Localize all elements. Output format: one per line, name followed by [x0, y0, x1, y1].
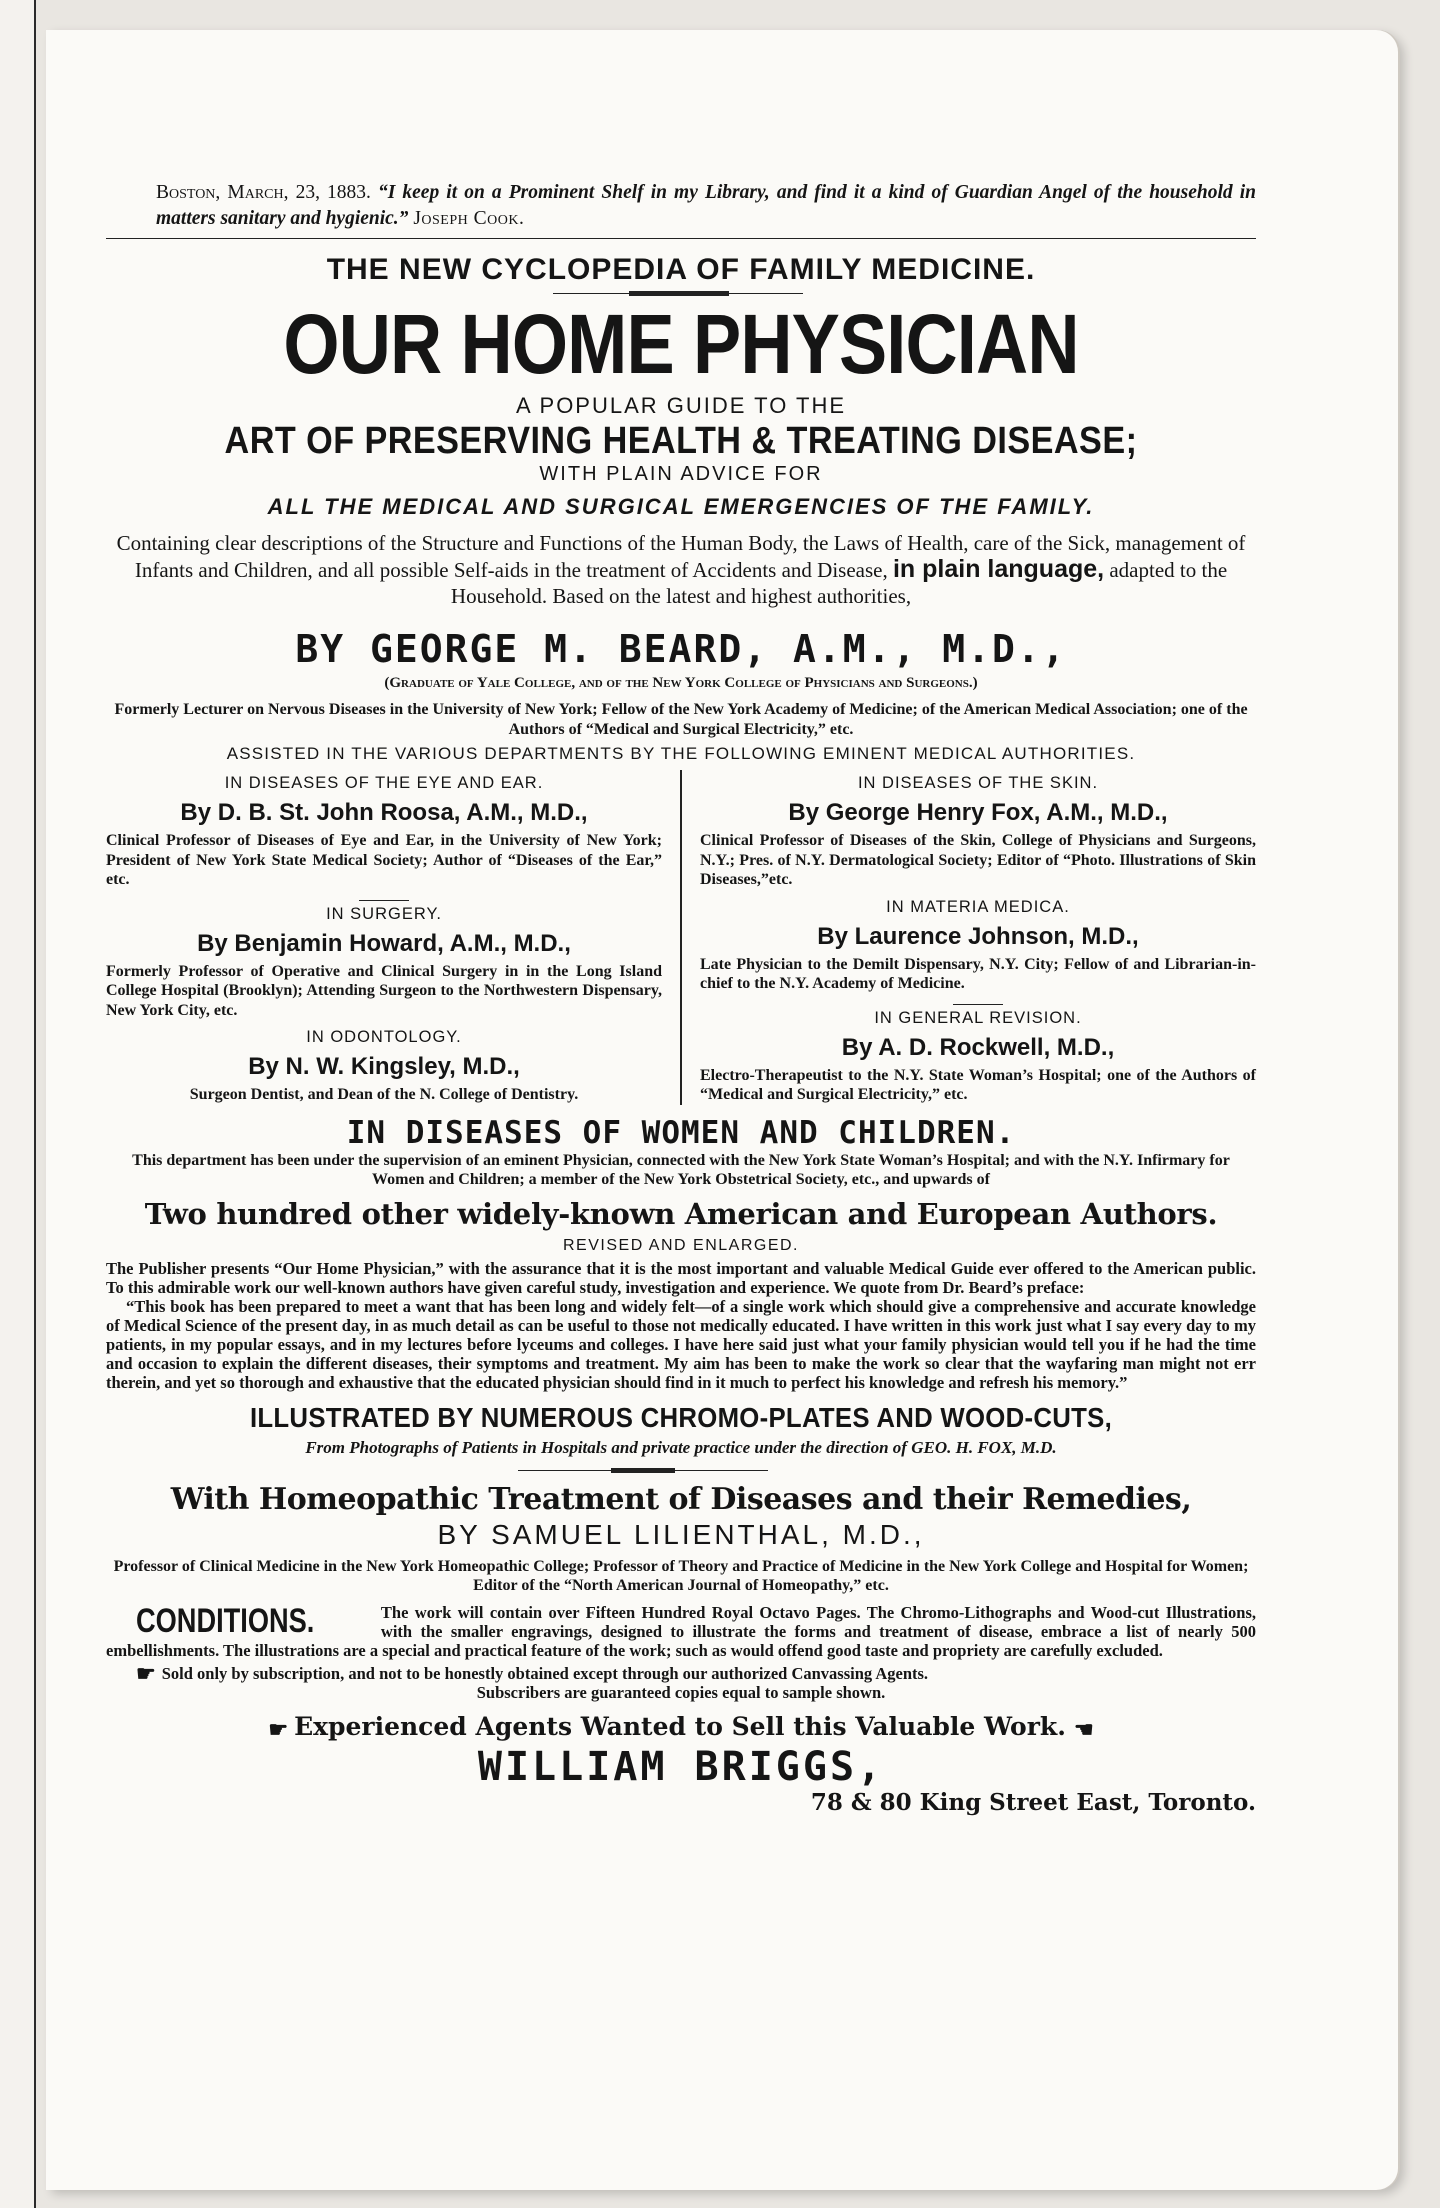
homeopathic-divider — [106, 1464, 1256, 1478]
doctor-fox-desc: Clinical Professor of Diseases of the Skin, College of Physicians and Surgeons, N.Y.; Pres. of N.Y. Dermatological Society; Editor of “Photo. Illustrations of Skin Diseases,”etc. — [700, 832, 1256, 888]
dept-eye-ear: IN DISEASES OF THE EYE AND EAR. — [224, 774, 544, 792]
dept-odontology: IN ODONTOLOGY. — [306, 1028, 462, 1046]
subscribers-line: Subscribers are guaranteed copies equal to sample shown. — [476, 1682, 886, 1702]
advertisement-page — [46, 30, 1398, 2190]
header-rule — [106, 238, 1256, 239]
conditions-block — [106, 1603, 1256, 1660]
doctor-johnson-desc: Late Physician to the Demilt Dispensary, N.Y. City; Fellow of and Librarian-in-chief to the N.Y. Academy of Medicine. — [700, 955, 1256, 992]
conditions-text: The work will contain over Fifteen Hundred Royal Octavo Pages. The Chromo-Lithographs and Wood-cut Illustrations, with the smaller engravings, designed to illustrate the forms and treatment of disease, embrace a list of nearly 500 embellishments. The illustrations are a special and practical feature of the work; such as would offend good taste and propriety are carefully excluded. — [106, 1602, 1256, 1660]
sold-only-text: Sold only by subscription, and not to be honestly obtained except through our authorized Canvassing Agents. — [161, 1663, 929, 1683]
publisher-name: WILLIAM BRIGGS, — [477, 1743, 885, 1790]
popular-guide: A POPULAR GUIDE TO THE — [515, 393, 847, 418]
containing-plain-language: in plain language, — [892, 555, 1105, 583]
containing-paragraph — [106, 530, 1256, 609]
epigraph — [156, 180, 1256, 232]
right-column — [682, 770, 1256, 1105]
plain-advice: WITH PLAIN ADVICE FOR — [539, 463, 823, 485]
doctor-roosa: By D. B. St. John Roosa, A.M., M.D., — [180, 799, 588, 826]
two-hundred-authors: Two hundred other widely-known American and European Authors. — [144, 1196, 1218, 1231]
doctor-rockwell-desc: Electro-Therapeutist to the N.Y. State Woman’s Hospital; one of the Authors of “Medical and Surgical Electricity,” etc. — [700, 1066, 1256, 1103]
emergencies-line: ALL THE MEDICAL AND SURGICAL EMERGENCIES OF THE FAMILY. — [267, 494, 1095, 519]
epigraph-dateline: Boston, March, 23, 1883. — [156, 182, 371, 203]
containing-part2: adapted to the Household. Based on the latest and highest authorities, — [450, 558, 1228, 608]
page-content — [106, 180, 1256, 1816]
doctor-kingsley: By N. W. Kingsley, M.D., — [248, 1053, 520, 1080]
doctor-fox: By George Henry Fox, A.M., M.D., — [788, 799, 1168, 826]
cyclopedia-title: THE NEW CYCLOPEDIA OF FAMILY MEDICINE. — [326, 253, 1036, 286]
illustrated-heading: ILLUSTRATED BY NUMEROUS CHROMO-PLATES AND WOOD-CUTS, — [249, 1401, 1113, 1433]
samuel-desc: Professor of Clinical Medicine in the New York Homeopathic College; Professor of Theory and Practice of Medicine in the New York College and Hospital for Women; Editor of the “North American Journal of Homeopathy,” etc. — [113, 1557, 1249, 1594]
epigraph-quote: “I keep it on a Prominent Shelf in my Library, and find it a kind of Guardian Angel of the household in matters sanitary and hygienic.” — [156, 182, 1256, 229]
doctor-rockwell: By A. D. Rockwell, M.D., — [841, 1033, 1115, 1061]
dept-surgery: IN SURGERY. — [326, 904, 442, 923]
authorities-columns — [106, 770, 1256, 1105]
pointing-hand-icon: ☛ — [136, 1660, 156, 1686]
pointing-hand-icon: ☛ — [268, 1716, 289, 1743]
section-rule — [359, 900, 409, 901]
containing-part1: Containing clear descriptions of the Structure and Functions of the Human Body, the Laws of Health, care of the Sick, management of Infants and Children, and all possible Self-aids in the treatment of Accidents and Disease, — [116, 531, 1246, 582]
agents-wanted-text: Experienced Agents Wanted to Sell this Valuable Work. — [294, 1711, 1066, 1741]
samuel-byline: BY SAMUEL LILIENTHAL, M.D., — [437, 1518, 925, 1550]
art-line: ART OF PRESERVING HEALTH & TREATING DISEASE; — [224, 420, 1138, 462]
author-byline: BY GEORGE M. BEARD, A.M., M.D., — [295, 627, 1067, 671]
left-column — [106, 770, 682, 1105]
sold-only — [136, 1660, 1256, 1686]
agents-wanted — [106, 1712, 1256, 1743]
epigraph-author: Joseph Cook. — [413, 208, 525, 229]
dept-general-revision: IN GENERAL REVISION. — [874, 1008, 1082, 1027]
publisher-presents: The Publisher presents “Our Home Physician,” with the assurance that it is the most important and valuable Medical Guide ever offered to the American public. To this admirable work our well-known authors have given careful study, investigation and experience. We quote from Dr. Beard’s preface: — [106, 1258, 1256, 1297]
dept-materia-medica: IN MATERIA MEDICA. — [886, 897, 1070, 916]
preface-quote: “This book has been prepared to meet a want that has been long and widely felt—of a single work which should give a comprehensive and accurate knowledge of Medical Science of the present day, in as much detail as can be useful to those not medically educated. I have written in this work just what I say every day to my patients, in my popular essays, and in my lectures before lyceums and colleges. I have here said just what your family physician would tell you if he had the time and occasion to explain the different diseases, their symptoms and treatment. My aim has been to make the work so clear that the wayfaring man might not err therein, and yet so thorough and exhaustive that the educated physician should find in it much to perfect his knowledge and refresh his memory.” — [106, 1296, 1256, 1392]
homeopathic-heading: With Homeopathic Treatment of Diseases and their Remedies, — [170, 1481, 1192, 1517]
dept-skin: IN DISEASES OF THE SKIN. — [857, 774, 1099, 792]
doctor-kingsley-desc: Surgeon Dentist, and Dean of the N. College of Dentistry. — [189, 1086, 579, 1103]
masthead-title: OUR HOME PHYSICIAN — [283, 297, 1079, 391]
section-rule — [953, 1004, 1003, 1005]
women-children-heading: IN DISEASES OF WOMEN AND CHILDREN. — [346, 1114, 1016, 1151]
doctor-roosa-desc: Clinical Professor of Diseases of Eye and Ear, in the University of New York; President of New York State Medical Society; Author of “Diseases of the Ear,” etc. — [106, 832, 662, 888]
revised-enlarged: REVISED AND ENLARGED. — [563, 1236, 799, 1254]
previous-page-edge — [0, 0, 36, 2208]
photographs-line: From Photographs of Patients in Hospitals and private practice under the direction of GEO. H. FOX, M.D. — [305, 1437, 1057, 1457]
pointing-hand-left-icon: ☚ — [1073, 1716, 1094, 1743]
doctor-howard-desc: Formerly Professor of Operative and Clinical Surgery in in the Long Island College Hospital (Brooklyn); Attending Surgeon to the Northwestern Dispensary, New York City, etc. — [106, 962, 662, 1019]
assisted-heading: ASSISTED IN THE VARIOUS DEPARTMENTS BY THE FOLLOWING EMINENT MEDICAL AUTHORITIES. — [226, 744, 1136, 763]
doctor-johnson: By Laurence Johnson, M.D., — [817, 922, 1139, 950]
publisher-address: 78 & 80 King Street East, Toronto. — [810, 1788, 1256, 1816]
author-graduate: (Graduate of Yale College, and of the New York College of Physicians and Surgeons.) — [384, 675, 978, 691]
doctor-howard: By Benjamin Howard, A.M., M.D., — [197, 929, 571, 957]
conditions-title: CONDITIONS. — [136, 1601, 315, 1640]
author-formerly: Formerly Lecturer on Nervous Diseases in the University of New York; Fellow of the New York Academy of Medicine; of the American Medical Association; one of the Authors of “Medical and Surgical Electricity,” etc. — [114, 701, 1248, 738]
women-children-desc: This department has been under the supervision of an eminent Physician, connected with the New York State Woman’s Hospital; and with the N.Y. Infirmary for Women and Children; a member of the New York Obstetrical Society, etc., and upwards of — [132, 1151, 1230, 1188]
